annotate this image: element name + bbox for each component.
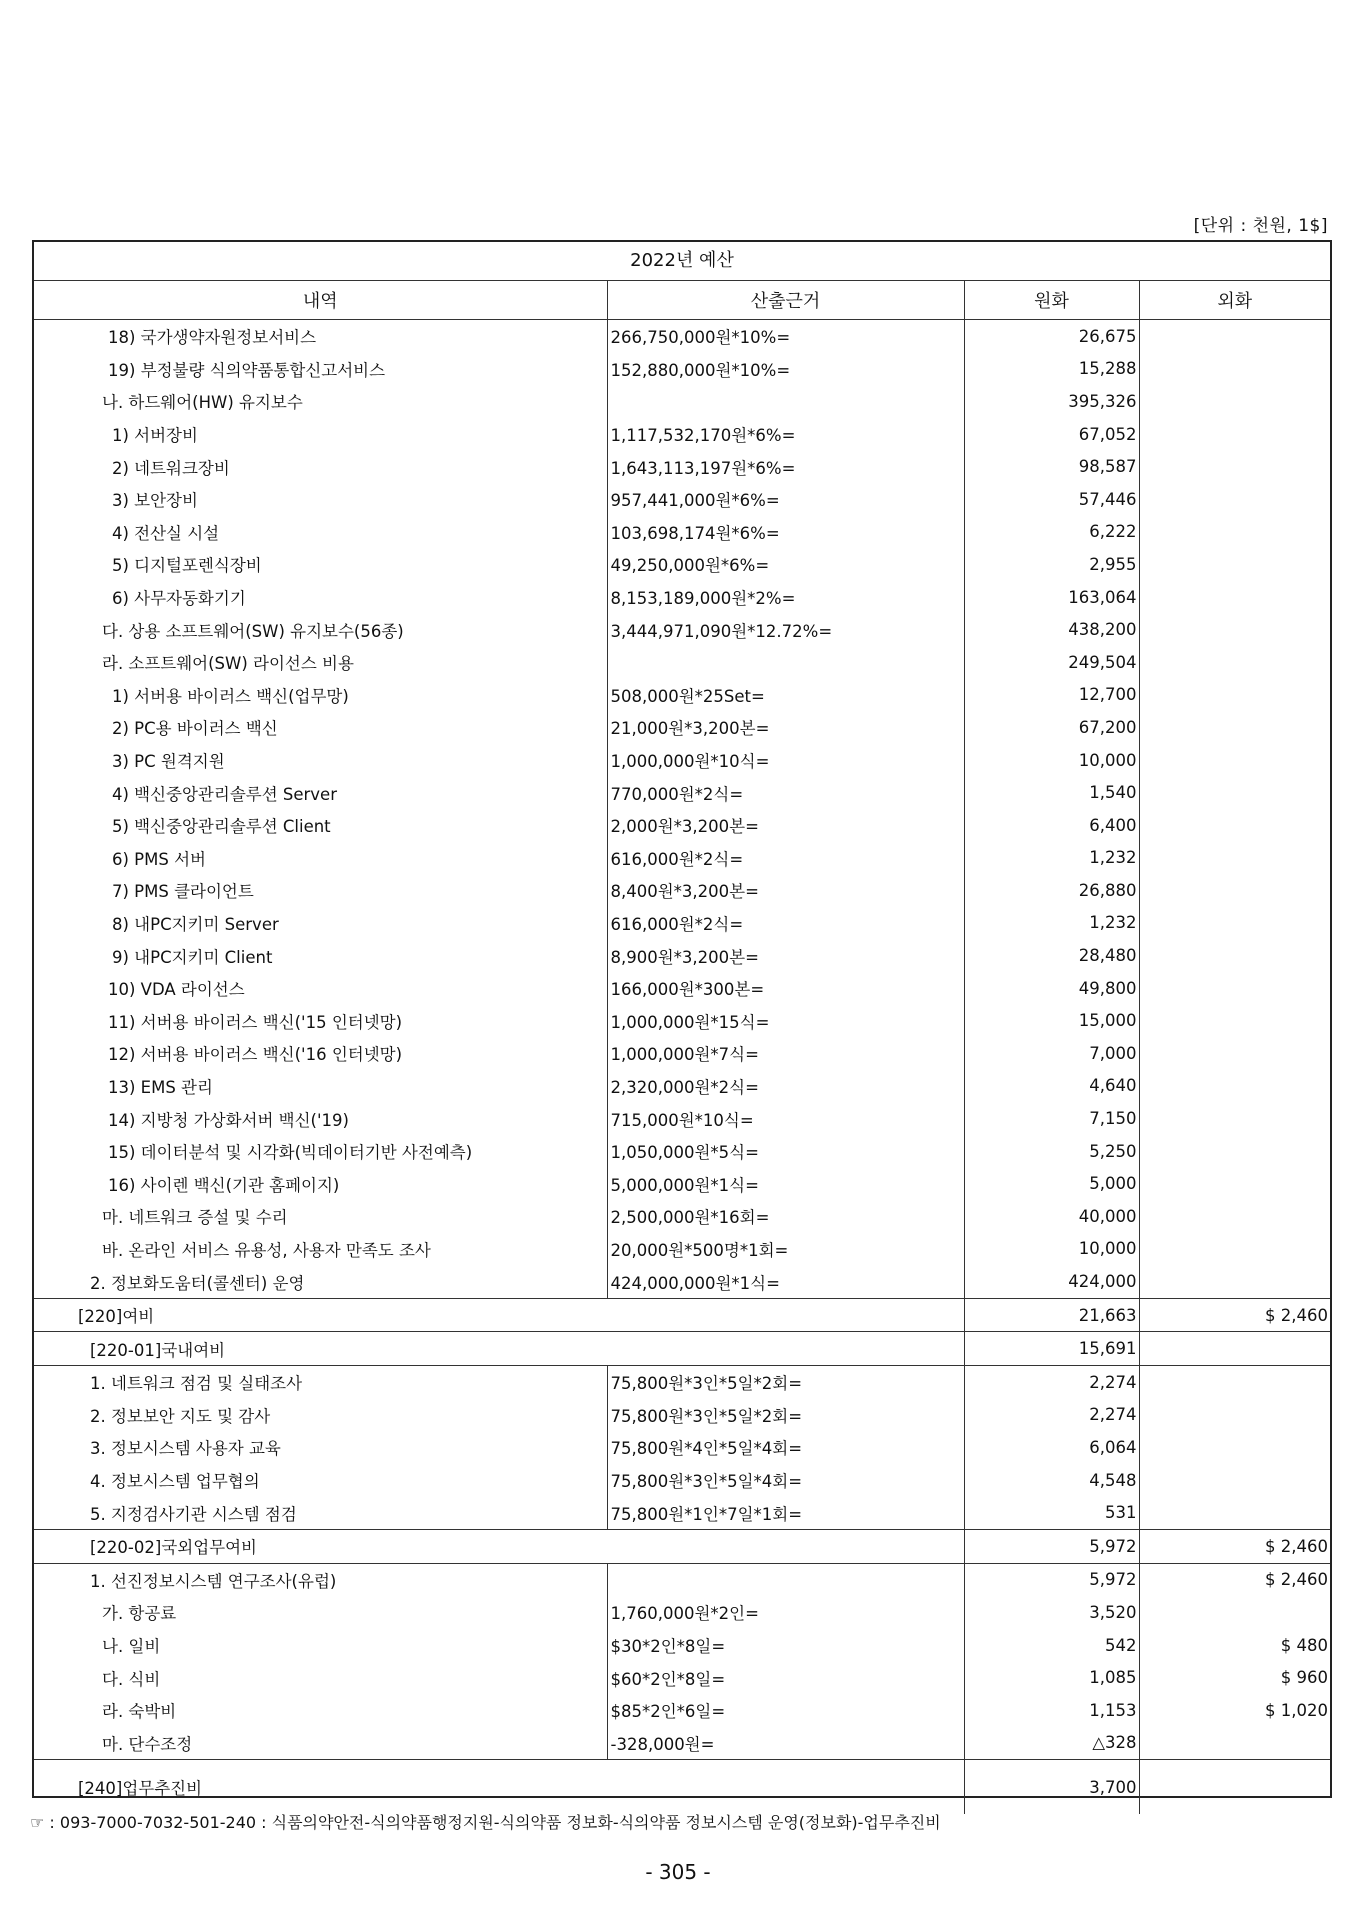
row-basis bbox=[607, 385, 964, 418]
row-foreign bbox=[1139, 320, 1330, 353]
row-won: 6,222 bbox=[964, 516, 1139, 549]
row-item: 4. 정보시스템 업무협의 bbox=[90, 1472, 260, 1492]
row-won: 3,520 bbox=[964, 1596, 1139, 1629]
row-won: 26,675 bbox=[964, 320, 1139, 353]
row-item: 다. 식비 bbox=[102, 1669, 161, 1689]
row-basis: 75,800원*4인*5일*4회= bbox=[607, 1431, 964, 1464]
row-foreign bbox=[1139, 744, 1330, 777]
table-row bbox=[34, 1496, 1330, 1529]
row-won: 10,000 bbox=[964, 744, 1139, 777]
table-row bbox=[34, 1102, 1330, 1135]
table-row bbox=[34, 483, 1330, 516]
table-row bbox=[34, 1200, 1330, 1233]
row-won: △328 bbox=[964, 1727, 1139, 1760]
row-won: 67,200 bbox=[964, 711, 1139, 744]
row-item: 13) EMS 관리 bbox=[108, 1077, 213, 1097]
row-basis: 616,000원*2식= bbox=[607, 842, 964, 875]
row-item: 가. 항공료 bbox=[102, 1604, 177, 1624]
table-row bbox=[34, 1529, 1330, 1563]
row-basis: 1,000,000원*7식= bbox=[607, 1037, 964, 1070]
row-foreign bbox=[1139, 907, 1330, 940]
table-row bbox=[34, 939, 1330, 972]
row-won: 249,504 bbox=[964, 646, 1139, 679]
row-won: 15,691 bbox=[964, 1332, 1139, 1366]
row-basis: 75,800원*3인*5일*2회= bbox=[607, 1366, 964, 1399]
page-number: - 305 - bbox=[645, 1860, 711, 1884]
row-item: 바. 온라인 서비스 유용성, 사용자 만족도 조사 bbox=[102, 1240, 431, 1260]
row-won: 5,250 bbox=[964, 1135, 1139, 1168]
row-item: 1. 선진정보시스템 연구조사(유럽) bbox=[34, 1563, 607, 1596]
table-row bbox=[34, 1233, 1330, 1266]
row-item: 14) 지방청 가상화서버 백신('19) bbox=[108, 1110, 349, 1130]
row-basis: 75,800원*3인*5일*4회= bbox=[607, 1464, 964, 1497]
table-row bbox=[34, 1629, 1330, 1662]
row-won: 531 bbox=[964, 1496, 1139, 1529]
row-basis: 2,320,000원*2식= bbox=[607, 1070, 964, 1103]
row-foreign bbox=[1139, 1265, 1330, 1298]
row-basis: 75,800원*1인*7일*1회= bbox=[607, 1496, 964, 1529]
row-item: 마. 단수조정 bbox=[102, 1734, 193, 1754]
row-foreign bbox=[1139, 776, 1330, 809]
table-row bbox=[34, 1167, 1330, 1200]
row-basis: 2,000원*3,200본= bbox=[607, 809, 964, 842]
row-basis: 20,000원*500명*1회= bbox=[607, 1233, 964, 1266]
header-row bbox=[34, 281, 1330, 320]
row-basis: $30*2인*8일= bbox=[607, 1629, 964, 1662]
row-won: 7,000 bbox=[964, 1037, 1139, 1070]
row-basis: 1,000,000원*10식= bbox=[607, 744, 964, 777]
row-basis: $60*2인*8일= bbox=[607, 1661, 964, 1694]
row-basis: 8,900원*3,200본= bbox=[607, 939, 964, 972]
row-basis: 616,000원*2식= bbox=[607, 907, 964, 940]
row-item: 16) 사이렌 백신(기관 홈페이지) bbox=[108, 1175, 340, 1195]
row-item: [240]업무추진비 bbox=[34, 1760, 964, 1815]
header-won: 원화 bbox=[964, 281, 1139, 320]
table-row bbox=[34, 1760, 1330, 1815]
row-won: 57,446 bbox=[964, 483, 1139, 516]
table-row bbox=[34, 450, 1330, 483]
row-foreign: $ 2,460 bbox=[1139, 1563, 1330, 1596]
row-item: 10) VDA 라이선스 bbox=[108, 980, 245, 1000]
row-won: 2,274 bbox=[964, 1399, 1139, 1432]
table-row bbox=[34, 874, 1330, 907]
row-foreign: $ 960 bbox=[1139, 1661, 1330, 1694]
row-item: 1. 네트워크 점검 및 실태조사 bbox=[34, 1366, 607, 1399]
row-won: 26,880 bbox=[964, 874, 1139, 907]
row-won: 5,972 bbox=[964, 1529, 1139, 1563]
table-row bbox=[34, 1332, 1330, 1366]
row-won: 5,972 bbox=[964, 1563, 1139, 1596]
row-basis: 266,750,000원*10%= bbox=[607, 320, 964, 353]
row-won: 3,700 bbox=[964, 1760, 1139, 1815]
row-item: 나. 일비 bbox=[102, 1637, 161, 1657]
row-won: 15,000 bbox=[964, 1004, 1139, 1037]
table-row bbox=[34, 1037, 1330, 1070]
row-won: 1,153 bbox=[964, 1694, 1139, 1727]
table-row bbox=[34, 1298, 1330, 1332]
row-foreign: $ 1,020 bbox=[1139, 1694, 1330, 1727]
row-won: 12,700 bbox=[964, 679, 1139, 712]
row-foreign bbox=[1139, 711, 1330, 744]
row-item: 나. 하드웨어(HW) 유지보수 bbox=[102, 393, 303, 413]
table-row bbox=[34, 1366, 1330, 1399]
table-row bbox=[34, 842, 1330, 875]
row-foreign bbox=[1139, 516, 1330, 549]
table-row bbox=[34, 385, 1330, 418]
table-row bbox=[34, 516, 1330, 549]
row-won: 1,540 bbox=[964, 776, 1139, 809]
row-item: 2) 네트워크장비 bbox=[112, 458, 230, 478]
row-item: 1) 서버장비 bbox=[112, 426, 198, 446]
row-item: 2. 정보화도움터(콜센터) 운영 bbox=[90, 1273, 305, 1293]
row-basis: 103,698,174원*6%= bbox=[607, 516, 964, 549]
table-row bbox=[34, 1596, 1330, 1629]
row-item: 8) 내PC지키미 Server bbox=[112, 914, 279, 934]
row-item: 3) PC 원격지원 bbox=[112, 752, 225, 772]
row-won: 438,200 bbox=[964, 613, 1139, 646]
row-item: 7) PMS 클라이언트 bbox=[112, 882, 254, 902]
row-foreign bbox=[1139, 450, 1330, 483]
row-item: 라. 숙박비 bbox=[102, 1702, 177, 1722]
footnote: ☞ : 093-7000-7032-501-240 : 식품의약안전-식의약품행정지원-식의약품 정보화-식의약품 정보시스템 운영(정보화)-업무추진비 bbox=[30, 1813, 941, 1832]
table-row bbox=[34, 1694, 1330, 1727]
header-basis: 산출근거 bbox=[607, 281, 964, 320]
row-foreign bbox=[1139, 1496, 1330, 1529]
row-basis: 8,400원*3,200본= bbox=[607, 874, 964, 907]
row-won: 21,663 bbox=[964, 1298, 1139, 1332]
row-basis bbox=[607, 1563, 964, 1596]
row-basis: -328,000원= bbox=[607, 1727, 964, 1760]
table-row bbox=[34, 1563, 1330, 1596]
row-won: 163,064 bbox=[964, 581, 1139, 614]
row-foreign bbox=[1139, 842, 1330, 875]
row-won: 10,000 bbox=[964, 1233, 1139, 1266]
unit-note: [단위 : 천원, 1$] bbox=[1193, 216, 1328, 236]
row-foreign bbox=[1139, 1037, 1330, 1070]
row-won: 28,480 bbox=[964, 939, 1139, 972]
row-basis: 2,500,000원*16회= bbox=[607, 1200, 964, 1233]
row-item: 15) 데이터분석 및 시각화(빅데이터기반 사전예측) bbox=[108, 1143, 473, 1163]
row-basis: 1,643,113,197원*6%= bbox=[607, 450, 964, 483]
row-item: 12) 서버용 바이러스 백신('16 인터넷망) bbox=[108, 1045, 403, 1065]
row-item: [220-02]국외업무여비 bbox=[34, 1529, 964, 1563]
row-won: 2,274 bbox=[964, 1366, 1139, 1399]
row-item: 19) 부정불량 식의약품통합신고서비스 bbox=[108, 360, 386, 380]
row-won: 67,052 bbox=[964, 418, 1139, 451]
row-won: 1,232 bbox=[964, 842, 1139, 875]
row-foreign bbox=[1139, 874, 1330, 907]
table-row bbox=[34, 1661, 1330, 1694]
row-won: 40,000 bbox=[964, 1200, 1139, 1233]
row-basis: 1,050,000원*5식= bbox=[607, 1135, 964, 1168]
row-item: 4) 전산실 시설 bbox=[112, 523, 220, 543]
row-item: 5) 백신중앙관리솔루션 Client bbox=[112, 817, 331, 837]
table-row bbox=[34, 1004, 1330, 1037]
row-item: 3. 정보시스템 사용자 교육 bbox=[90, 1439, 281, 1459]
row-foreign bbox=[1139, 581, 1330, 614]
row-item: 18) 국가생약자원정보서비스 bbox=[108, 328, 317, 348]
table-row bbox=[34, 1431, 1330, 1464]
row-won: 15,288 bbox=[964, 353, 1139, 386]
row-item: 6) PMS 서버 bbox=[112, 849, 206, 869]
header-foreign: 외화 bbox=[1139, 281, 1330, 320]
row-won: 5,000 bbox=[964, 1167, 1139, 1200]
row-item: [220]여비 bbox=[34, 1298, 964, 1332]
row-item: 2) PC용 바이러스 백신 bbox=[112, 719, 278, 739]
row-foreign bbox=[1139, 1167, 1330, 1200]
row-foreign bbox=[1139, 1464, 1330, 1497]
row-basis: 1,760,000원*2인= bbox=[607, 1596, 964, 1629]
row-basis: 21,000원*3,200본= bbox=[607, 711, 964, 744]
row-basis: 5,000,000원*1식= bbox=[607, 1167, 964, 1200]
row-item: 라. 소프트웨어(SW) 라이선스 비용 bbox=[102, 654, 354, 674]
row-basis: 508,000원*25Set= bbox=[607, 679, 964, 712]
year-title: 2022년 예산 bbox=[34, 242, 1330, 281]
table-row bbox=[34, 613, 1330, 646]
row-basis: 3,444,971,090원*12.72%= bbox=[607, 613, 964, 646]
table-row bbox=[34, 1727, 1330, 1760]
row-item: 5. 지정검사기관 시스템 점검 bbox=[90, 1504, 297, 1524]
table-row bbox=[34, 679, 1330, 712]
table-row bbox=[34, 418, 1330, 451]
row-basis: 166,000원*300본= bbox=[607, 972, 964, 1005]
row-item: 마. 네트워크 증설 및 수리 bbox=[102, 1208, 288, 1228]
row-foreign bbox=[1139, 1431, 1330, 1464]
table-row bbox=[34, 1265, 1330, 1298]
row-foreign: $ 480 bbox=[1139, 1629, 1330, 1662]
row-foreign bbox=[1139, 1366, 1330, 1399]
row-basis: $85*2인*6일= bbox=[607, 1694, 964, 1727]
table-row bbox=[34, 711, 1330, 744]
row-item: 2. 정보보안 지도 및 감사 bbox=[90, 1406, 271, 1426]
row-won: 1,085 bbox=[964, 1661, 1139, 1694]
row-foreign bbox=[1139, 809, 1330, 842]
row-won: 98,587 bbox=[964, 450, 1139, 483]
row-won: 424,000 bbox=[964, 1265, 1139, 1298]
table-row bbox=[34, 1464, 1330, 1497]
row-foreign bbox=[1139, 1070, 1330, 1103]
row-basis: 8,153,189,000원*2%= bbox=[607, 581, 964, 614]
table-row bbox=[34, 353, 1330, 386]
table-row bbox=[34, 809, 1330, 842]
row-foreign bbox=[1139, 1760, 1330, 1815]
row-foreign bbox=[1139, 1399, 1330, 1432]
row-item: 3) 보안장비 bbox=[112, 491, 198, 511]
row-foreign bbox=[1139, 1233, 1330, 1266]
table-row bbox=[34, 548, 1330, 581]
row-won: 2,955 bbox=[964, 548, 1139, 581]
row-foreign bbox=[1139, 1135, 1330, 1168]
row-foreign: $ 2,460 bbox=[1139, 1298, 1330, 1332]
table-row bbox=[34, 907, 1330, 940]
row-foreign bbox=[1139, 483, 1330, 516]
table-row bbox=[34, 1399, 1330, 1432]
row-foreign: $ 2,460 bbox=[1139, 1529, 1330, 1563]
row-won: 4,548 bbox=[964, 1464, 1139, 1497]
row-basis: 715,000원*10식= bbox=[607, 1102, 964, 1135]
budget-table-frame bbox=[32, 240, 1332, 1798]
table-row bbox=[34, 320, 1330, 353]
row-foreign bbox=[1139, 1727, 1330, 1760]
row-item: 다. 상용 소프트웨어(SW) 유지보수(56종) bbox=[102, 621, 404, 641]
row-foreign bbox=[1139, 418, 1330, 451]
row-foreign bbox=[1139, 548, 1330, 581]
row-foreign bbox=[1139, 972, 1330, 1005]
table-row bbox=[34, 776, 1330, 809]
budget-table bbox=[34, 281, 1330, 1814]
row-won: 1,232 bbox=[964, 907, 1139, 940]
row-foreign bbox=[1139, 939, 1330, 972]
row-won: 6,064 bbox=[964, 1431, 1139, 1464]
row-won: 7,150 bbox=[964, 1102, 1139, 1135]
header-item: 내역 bbox=[34, 281, 607, 320]
row-won: 395,326 bbox=[964, 385, 1139, 418]
row-basis: 1,117,532,170원*6%= bbox=[607, 418, 964, 451]
row-foreign bbox=[1139, 1596, 1330, 1629]
row-item: 1) 서버용 바이러스 백신(업무망) bbox=[112, 686, 349, 706]
row-basis: 957,441,000원*6%= bbox=[607, 483, 964, 516]
row-foreign bbox=[1139, 613, 1330, 646]
row-foreign bbox=[1139, 353, 1330, 386]
row-foreign bbox=[1139, 646, 1330, 679]
row-won: 6,400 bbox=[964, 809, 1139, 842]
row-won: 4,640 bbox=[964, 1070, 1139, 1103]
row-item: 4) 백신중앙관리솔루션 Server bbox=[112, 784, 337, 804]
row-foreign bbox=[1139, 679, 1330, 712]
row-item: 11) 서버용 바이러스 백신('15 인터넷망) bbox=[108, 1012, 403, 1032]
row-foreign bbox=[1139, 1004, 1330, 1037]
row-item: 5) 디지털포렌식장비 bbox=[112, 556, 262, 576]
table-row bbox=[34, 1070, 1330, 1103]
row-basis: 49,250,000원*6%= bbox=[607, 548, 964, 581]
row-foreign bbox=[1139, 1332, 1330, 1366]
row-basis: 424,000,000원*1식= bbox=[607, 1265, 964, 1298]
row-foreign bbox=[1139, 385, 1330, 418]
table-row bbox=[34, 1135, 1330, 1168]
table-row bbox=[34, 972, 1330, 1005]
row-won: 49,800 bbox=[964, 972, 1139, 1005]
row-basis: 75,800원*3인*5일*2회= bbox=[607, 1399, 964, 1432]
row-foreign bbox=[1139, 1200, 1330, 1233]
table-row bbox=[34, 581, 1330, 614]
row-basis bbox=[607, 646, 964, 679]
row-basis: 152,880,000원*10%= bbox=[607, 353, 964, 386]
row-item: 6) 사무자동화기기 bbox=[112, 589, 246, 609]
row-item: 9) 내PC지키미 Client bbox=[112, 947, 273, 967]
row-won: 542 bbox=[964, 1629, 1139, 1662]
row-basis: 1,000,000원*15식= bbox=[607, 1004, 964, 1037]
row-foreign bbox=[1139, 1102, 1330, 1135]
row-item: [220-01]국내여비 bbox=[34, 1332, 964, 1366]
table-row bbox=[34, 744, 1330, 777]
table-row bbox=[34, 646, 1330, 679]
row-basis: 770,000원*2식= bbox=[607, 776, 964, 809]
